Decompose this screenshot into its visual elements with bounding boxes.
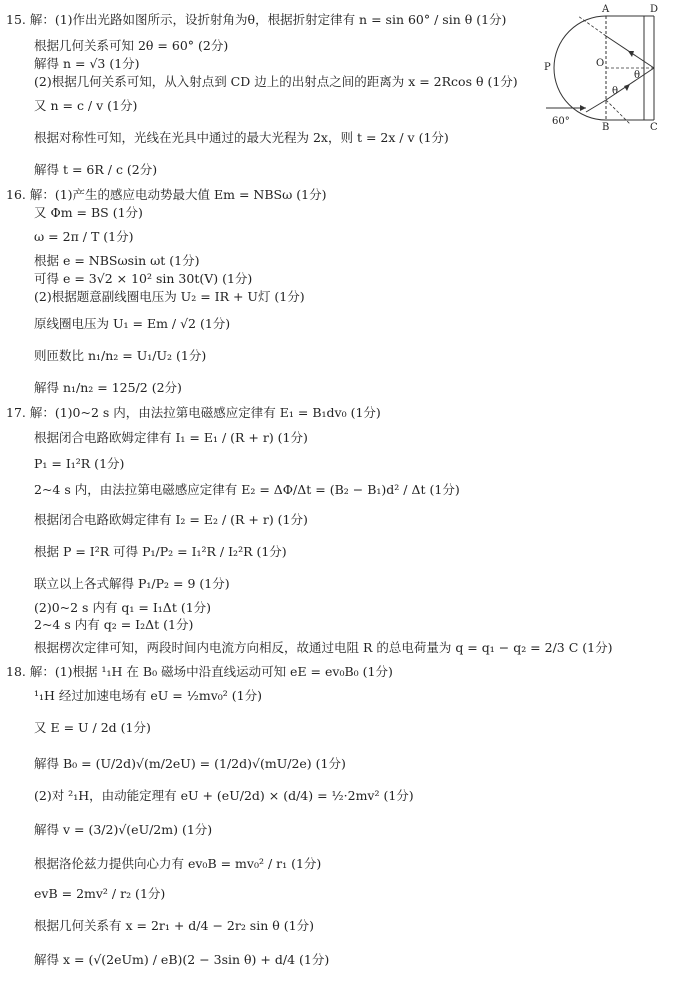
q17-line-1: 17. 解：(1)0~2 s 内，由法拉第电磁感应定律有 E₁ = B₁dv₀ (1分) <box>6 405 381 420</box>
q18-line-10: 解得 x = (√(2eUm) / eB)(2 − 3sin θ) + d/4 (1分) <box>34 952 330 967</box>
q18-line-4: 解得 B₀ = (U/2d)√(m/2eU) = (1/2d)√(mU/2e) (1分) <box>34 756 346 771</box>
q18-line-9: 根据几何关系有 x = 2r₁ + d/4 − 2r₂ sin θ (1分) <box>34 918 314 933</box>
label-P: P <box>544 62 551 73</box>
q15-line-4: (2)根据几何关系可知，从入射点到 CD 边上的出射点之间的距离为 x = 2Rcos θ (1分) <box>34 74 518 89</box>
q18-line-2: ¹₁H 经过加速电场有 eU = ½mv₀² (1分) <box>34 688 262 703</box>
label-A: A <box>602 4 610 15</box>
label-angle-60: 60° <box>552 116 570 127</box>
q16-line-3: ω = 2π / T (1分) <box>34 229 134 244</box>
label-D: D <box>650 4 659 15</box>
q18-line-8: evB = 2mv² / r₂ (1分) <box>34 886 166 901</box>
q17-line-3: P₁ = I₁²R (1分) <box>34 456 125 471</box>
label-O: O <box>596 58 605 69</box>
q15-line-6: 根据对称性可知，光线在光具中通过的最大光程为 2x，则 t = 2x / v (1分) <box>34 130 449 145</box>
q16-line-8: 则匝数比 n₁/n₂ = U₁/U₂ (1分) <box>34 348 207 363</box>
q15-line-7: 解得 t = 6R / c (2分) <box>34 162 158 177</box>
q17-line-9: 2~4 s 内有 q₂ = I₂Δt (1分) <box>34 617 194 632</box>
q18-line-6: 解得 v = (3/2)√(eU/2m) (1分) <box>34 822 213 837</box>
q16-line-5: 可得 e = 3√2 × 10² sin 30t(V) (1分) <box>34 271 253 286</box>
q16-line-1: 16. 解：(1)产生的感应电动势最大值 Em = NBSω (1分) <box>6 187 327 202</box>
label-B: B <box>602 122 610 132</box>
q16-line-4: 根据 e = NBSωsin ωt (1分) <box>34 253 200 268</box>
optics-figure <box>538 2 688 132</box>
q16-line-6: (2)根据题意副线圈电压为 U₂ = IR + U灯 (1分) <box>34 289 305 304</box>
q18-line-7: 根据洛伦兹力提供向心力有 ev₀B = mv₀² / r₁ (1分) <box>34 856 322 871</box>
label-C: C <box>650 122 658 132</box>
q17-line-7: 联立以上各式解得 P₁/P₂ = 9 (1分) <box>34 576 230 591</box>
q17-line-6: 根据 P = I²R 可得 P₁/P₂ = I₁²R / I₂²R (1分) <box>34 544 287 559</box>
q15-line-3: 解得 n = √3 (1分) <box>34 56 140 71</box>
q16-line-7: 原线圈电压为 U₁ = Em / √2 (1分) <box>34 316 231 331</box>
q18-line-5: (2)对 ²₁H，由动能定理有 eU + (eU/2d) × (d/4) = ½·2mv² (1分) <box>34 788 414 803</box>
q17-line-2: 根据闭合电路欧姆定律有 I₁ = E₁ / (R + r) (1分) <box>34 430 308 445</box>
q15-line-1: 15. 解：(1)作出光路如图所示，设折射角为θ，根据折射定律有 n = sin 60° / sin θ (1分) <box>6 12 507 27</box>
q17-line-10: 根据楞次定律可知，两段时间内电流方向相反，故通过电阻 R 的总电荷量为 q = q₁ − q₂ = 2/3 C (1分) <box>34 640 613 655</box>
q17-line-8: (2)0~2 s 内有 q₁ = I₁Δt (1分) <box>34 600 212 615</box>
q15-line-2: 根据几何关系可知 2θ = 60° (2分) <box>34 38 229 53</box>
q15-line-5: 又 n = c / v (1分) <box>34 98 138 113</box>
label-theta-1: θ <box>634 70 641 81</box>
q16-line-9: 解得 n₁/n₂ = 125/2 (2分) <box>34 380 182 395</box>
q18-line-3: 又 E = U / 2d (1分) <box>34 720 151 735</box>
q16-line-2: 又 Φm = BS (1分) <box>34 205 143 220</box>
label-theta-2: θ <box>612 86 619 97</box>
q17-line-4: 2~4 s 内，由法拉第电磁感应定律有 E₂ = ΔΦ/Δt = (B₂ − B₁)d² / Δt (1分) <box>34 482 460 497</box>
q17-line-5: 根据闭合电路欧姆定律有 I₂ = E₂ / (R + r) (1分) <box>34 512 308 527</box>
q18-line-1: 18. 解：(1)根据 ¹₁H 在 B₀ 磁场中沿直线运动可知 eE = ev₀B₀ (1分) <box>6 664 393 679</box>
